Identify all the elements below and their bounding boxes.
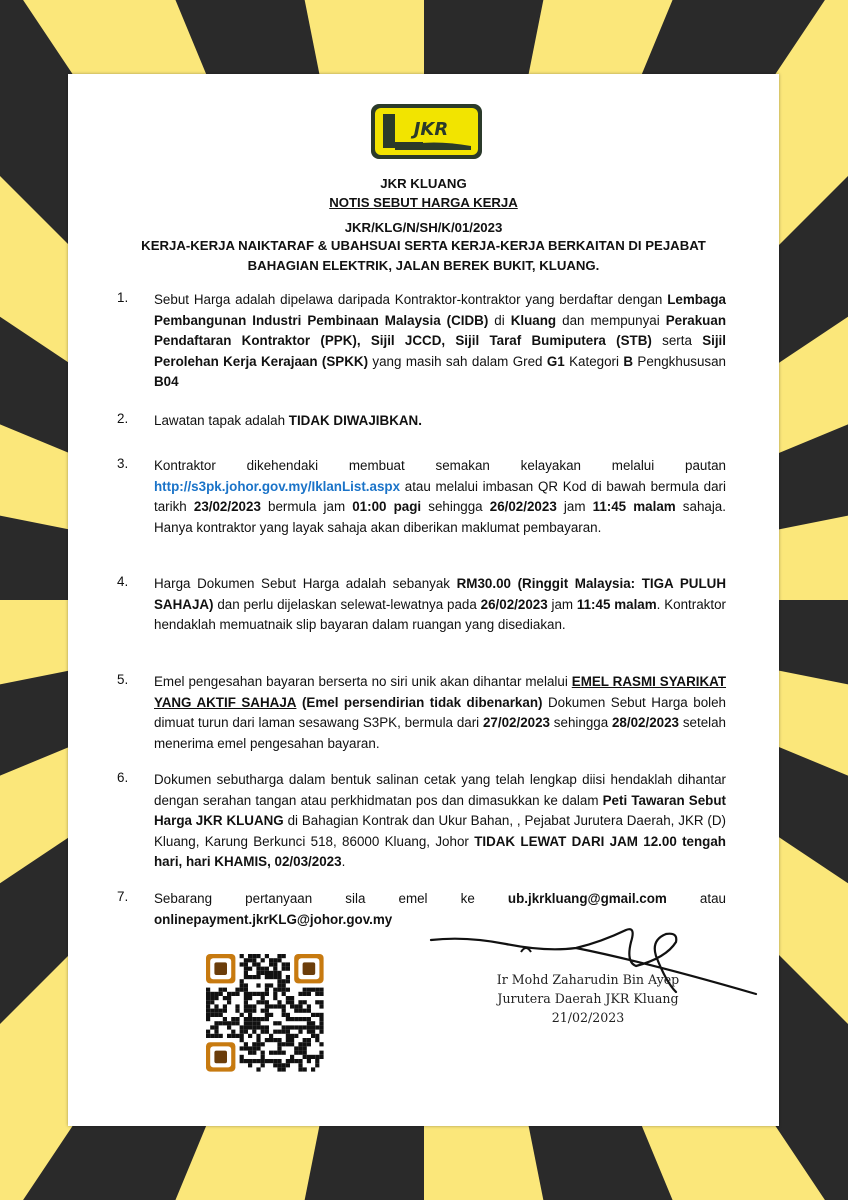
item-text: Dokumen sebutharga dalam bentuk salinan cetak yang telah lengkap diisi hendaklah dihantar dengan serahan tangan atau perkhidmatan pos dan dimasukkan ke dalam Peti Tawaran Sebut Harga JKR KLUANG di Bahagian Kontrak dan Ukur Bahan, , Pejabat Jurutera Daerah, JKR (D) Kluang, Karung Berkunci 518, 86000 Kluang, Johor TIDAK LEWAT DARI JAM 12.00 tengah hari, hari KHAMIS, 02/03/2023.	[154, 772, 726, 869]
work-title-line-1: KERJA-KERJA NAIKTARAF & UBAHSUAI SERTA KERJA-KERJA BERKAITAN DI PEJABAT	[141, 238, 706, 253]
item-number: 6.	[117, 770, 129, 785]
item-number: 4.	[117, 574, 129, 589]
qr-code[interactable]	[202, 946, 328, 1080]
logo-text: JKR	[413, 119, 449, 140]
office-name: JKR KLUANG	[380, 176, 467, 191]
item-text: Sebarang pertanyaan sila emel ke ub.jkrkluang@gmail.com atau onlinepayment.jkrKLG@johor.gov.my	[154, 891, 726, 927]
signatory-name: Ir Mohd Zaharudin Bin Ayep	[496, 972, 680, 987]
item-text: Emel pengesahan bayaran berserta no siri unik akan dihantar melalui EMEL RASMI SYARIKAT YANG AKTIF SAHAJA (Emel persendirian tidak dibenarkan) Dokumen Sebut Harga boleh dimuat turun dari laman sesawang S3PK, bermula dari 27/02/2023 sehingga 28/02/2023 setelah menerima emel pengesahan bayaran.	[154, 674, 727, 751]
work-title-line-2: BAHAGIAN ELEKTRIK, JALAN BEREK BUKIT, KLUANG.	[247, 258, 600, 273]
jkr-logo	[371, 104, 482, 159]
notice-document	[68, 74, 779, 1126]
item-number: 2.	[117, 411, 129, 426]
s3pk-link[interactable]: http://s3pk.johor.gov.my/IklanList.aspx	[154, 478, 401, 494]
signatory-block	[478, 970, 698, 1027]
item-number: 7.	[117, 889, 129, 904]
item-number: 3.	[117, 456, 129, 471]
email-link-1[interactable]: ub.jkrkluang@gmail.com	[507, 891, 667, 906]
notice-heading: NOTIS SEBUT HARGA KERJA	[329, 195, 518, 210]
item-number: 1.	[117, 290, 129, 305]
item-text: Harga Dokumen Sebut Harga adalah sebanyak RM30.00 (Ringgit Malaysia: TIGA PULUH SAHAJA) dan perlu dijelaskan selewat-lewatnya pada 26/02/2023 jam 11:45 malam. Kontraktor hendaklah memuatnaik slip bayaran dalam ruangan yang disediakan.	[154, 576, 726, 632]
item-text: Sebut Harga adalah dipelawa daripada Kontraktor-kontraktor yang berdaftar dengan Lembaga Pembangunan Industri Pembinaan Malaysia (CIDB) di Kluang dan mempunyai Perakuan Pendaftaran Kontraktor (PPK), Sijil JCCD, Sijil Taraf Bumiputera (STB) serta Sijil Perolehan Kerja Kerajaan (SPKK) yang masih sah dalam Gred G1 Kategori B Pengkhususan B04	[154, 292, 727, 389]
signatory-date: 21/02/2023	[551, 1010, 625, 1025]
signatory-position: Jurutera Daerah JKR Kluang	[497, 991, 679, 1006]
item-text: Lawatan tapak adalah TIDAK DIWAJIBKAN.	[154, 413, 422, 428]
item-text: Kontraktor dikehendaki membuat semakan kelayakan melalui pautan http://s3pk.johor.gov.my/IklanList.aspx atau melalui imbasan QR Kod di bawah bermula dari tarikh 23/02/2023 bermula jam 01:00 pagi sehingga 26/02/2023 jam 11:45 malam sahaja. Hanya kontraktor yang layak sahaja akan diberikan maklumat pembayaran.	[154, 458, 726, 535]
item-number: 5.	[117, 672, 129, 687]
reference-number: JKR/KLG/N/SH/K/01/2023	[344, 220, 503, 235]
email-link-2[interactable]: onlinepayment.jkrKLG@johor.gov.my	[154, 911, 393, 927]
